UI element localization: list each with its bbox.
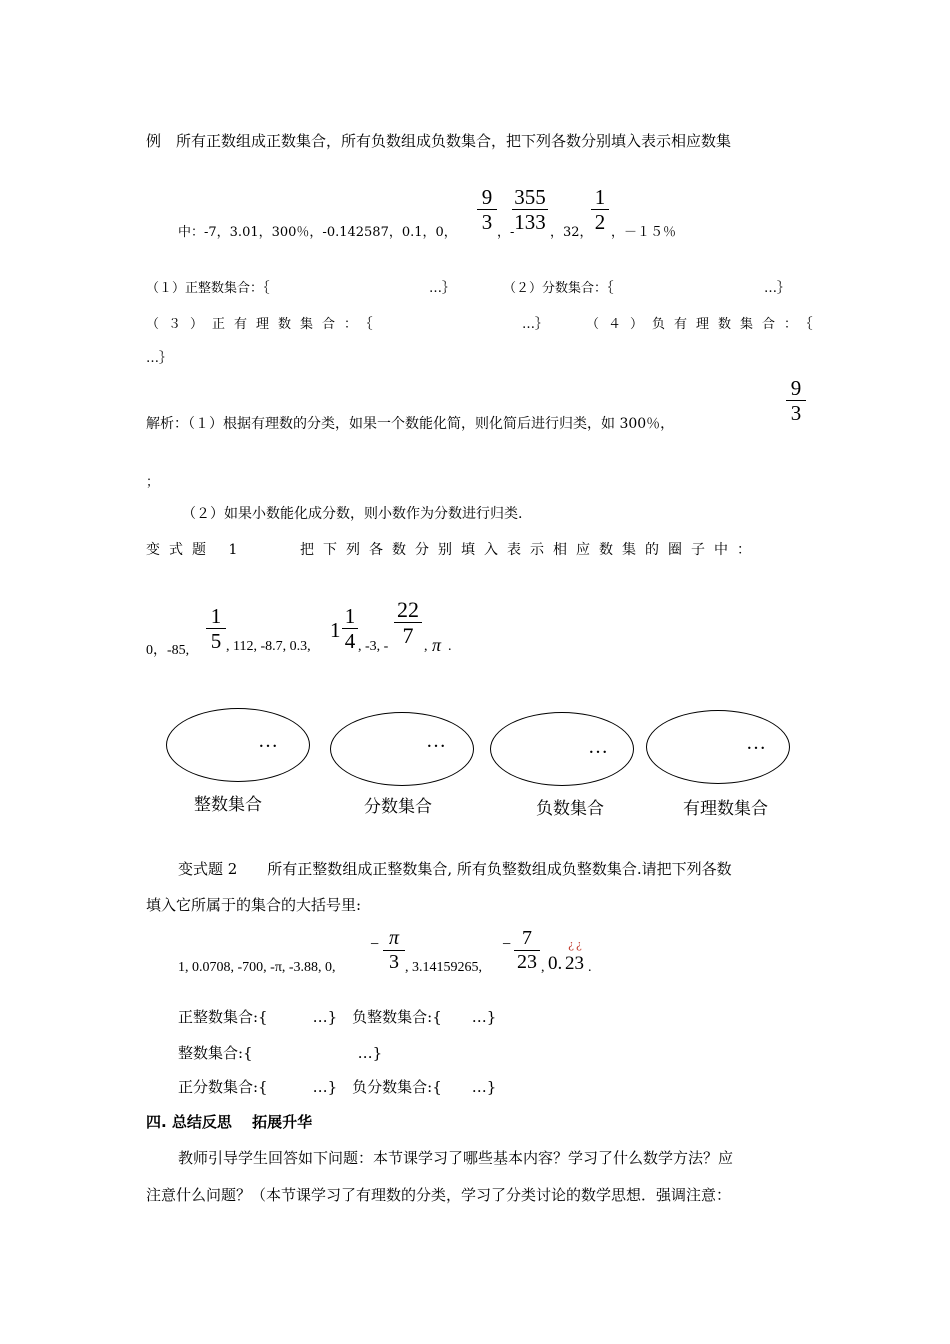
set-positive-integers: （１）正整数集合：｛ xyxy=(146,281,270,296)
denominator: 4 xyxy=(344,629,356,654)
variant1-nums-d: , xyxy=(424,639,428,654)
denominator: 3 xyxy=(790,401,802,426)
denominator: 23 xyxy=(517,951,537,973)
summary-line-2: 注意什么问题？（本节课学习了有理数的分类，学习了分类讨论的数学思想．强调注意： xyxy=(146,1186,732,1204)
example-numbers-prefix: 中：-7，3.01，300％，-0.142587，0.1，0， xyxy=(178,225,457,240)
fraction-355-133 xyxy=(512,186,548,233)
blank-integer-sets: 正整数集合:{ …} 负整数集合:{ …} xyxy=(178,1008,497,1026)
set-fractions-end: …｝ xyxy=(764,281,791,296)
denominator: 133 xyxy=(514,210,546,235)
variant1-nums-b: , 112, -8.7, 0.3, xyxy=(226,639,311,654)
fraction-9-3 xyxy=(477,186,497,233)
fraction-22-7 xyxy=(394,598,422,647)
numerator: π xyxy=(388,927,400,949)
ellipsis-dots: … xyxy=(588,736,610,758)
example-line-1: 例 所有正数组成正数集合，所有负数组成负数集合，把下列各数分别填入表示相应数集 xyxy=(146,132,732,150)
ellipsis-dots: … xyxy=(258,730,280,752)
variant1-title: 变式题 1 xyxy=(146,542,247,558)
denominator: 7 xyxy=(402,623,414,649)
denominator: 3 xyxy=(389,951,399,973)
set-positive-rationals: （３）正有理数集合：｛ xyxy=(146,317,382,332)
variant2-line-2: 填入它所属于的集合的大括号里: xyxy=(146,896,362,914)
minus-sign: − xyxy=(502,936,512,953)
oval-label: 分数集合 xyxy=(364,797,432,817)
repeating-marks: ¿¿ xyxy=(568,938,584,951)
blank-integers: 整数集合:{ …} xyxy=(178,1044,383,1062)
section-heading: 四. 总结反思 拓展升华 xyxy=(146,1113,313,1131)
analysis-semicolon: ； xyxy=(146,475,160,490)
variant2-nums-b: , 3.14159265, xyxy=(405,960,482,975)
fraction-pi-3 xyxy=(383,928,405,973)
repeating-decimal-int: 0. xyxy=(548,953,563,974)
fraction-7-23 xyxy=(514,928,540,973)
variant2-nums-c: , xyxy=(541,960,545,975)
analysis-line-1: 解析：（１）根据有理数的分类，如果一个数能化简，则化简后进行归类，如 300％， xyxy=(146,416,675,432)
variant1-instruction: 把下列各数分别填入表示相应数集的圈子中： xyxy=(300,542,760,558)
oval-shape xyxy=(166,708,310,782)
numerator: 22 xyxy=(397,597,419,622)
fraction-1-5 xyxy=(206,605,226,652)
denominator: 3 xyxy=(481,210,493,235)
ellipsis-dots: … xyxy=(426,730,448,752)
fraction-1-2 xyxy=(591,186,609,233)
variant2-nums-a: 1, 0.0708, -700, -π, -3.88, 0, xyxy=(178,960,336,975)
numerator: 7 xyxy=(522,927,532,949)
numerator: 1 xyxy=(594,185,606,209)
repeating-decimal-digits: 23 xyxy=(565,953,584,974)
numerator: 9 xyxy=(481,185,493,209)
minus-sign: − xyxy=(370,936,380,953)
oval-label: 负数集合 xyxy=(536,799,604,819)
numerator: 9 xyxy=(790,376,802,400)
oval-label: 有理数集合 xyxy=(683,799,768,819)
variant1-nums-a: 0，-85, xyxy=(146,643,190,658)
oval-label: 整数集合 xyxy=(194,795,262,815)
variant2-end: . xyxy=(588,960,592,975)
set-negative-rationals: （４）负有理数集合：｛ xyxy=(586,317,822,332)
separator: ，32， xyxy=(550,225,593,240)
denominator: 2 xyxy=(594,210,606,235)
fraction-1-4 xyxy=(342,605,358,652)
analysis-line-2: （２）如果小数能化成分数，则小数作为分数进行归类. xyxy=(182,506,523,522)
denominator: 5 xyxy=(210,629,222,654)
example-numbers-suffix: ，－１５％ xyxy=(611,225,677,240)
variant2-line-1: 变式题 2 所有正整数组成正整数集合, 所有负整数组成负整数集合.请把下列各数 xyxy=(178,860,732,878)
variant1-nums-c: , -3, - xyxy=(358,639,389,654)
mixed-number-whole: 1 xyxy=(330,618,341,642)
fraction-9-3 xyxy=(786,377,806,424)
blank-fraction-sets: 正分数集合:{ …} 负分数集合:{ …} xyxy=(178,1078,497,1096)
oval-shape xyxy=(646,710,790,784)
separator: ，- xyxy=(497,225,515,240)
set-negative-rationals-end: …｝ xyxy=(146,351,173,366)
summary-line-1: 教师引导学生回答如下问题：本节课学习了哪些基本内容？学习了什么数学方法？应 xyxy=(178,1149,734,1167)
numerator: 1 xyxy=(210,604,222,628)
oval-shape xyxy=(330,712,474,786)
numerator: 1 xyxy=(344,604,356,628)
numerator: 355 xyxy=(514,185,546,209)
variant1-end: . xyxy=(448,639,452,654)
set-positive-integers-end: …｝ xyxy=(429,281,456,296)
set-positive-rationals-end: …｝ xyxy=(522,317,549,332)
set-fractions: （２）分数集合：｛ xyxy=(503,281,614,296)
oval-shape xyxy=(490,712,634,786)
ellipsis-dots: … xyxy=(746,732,768,754)
pi-symbol: π xyxy=(432,635,442,655)
